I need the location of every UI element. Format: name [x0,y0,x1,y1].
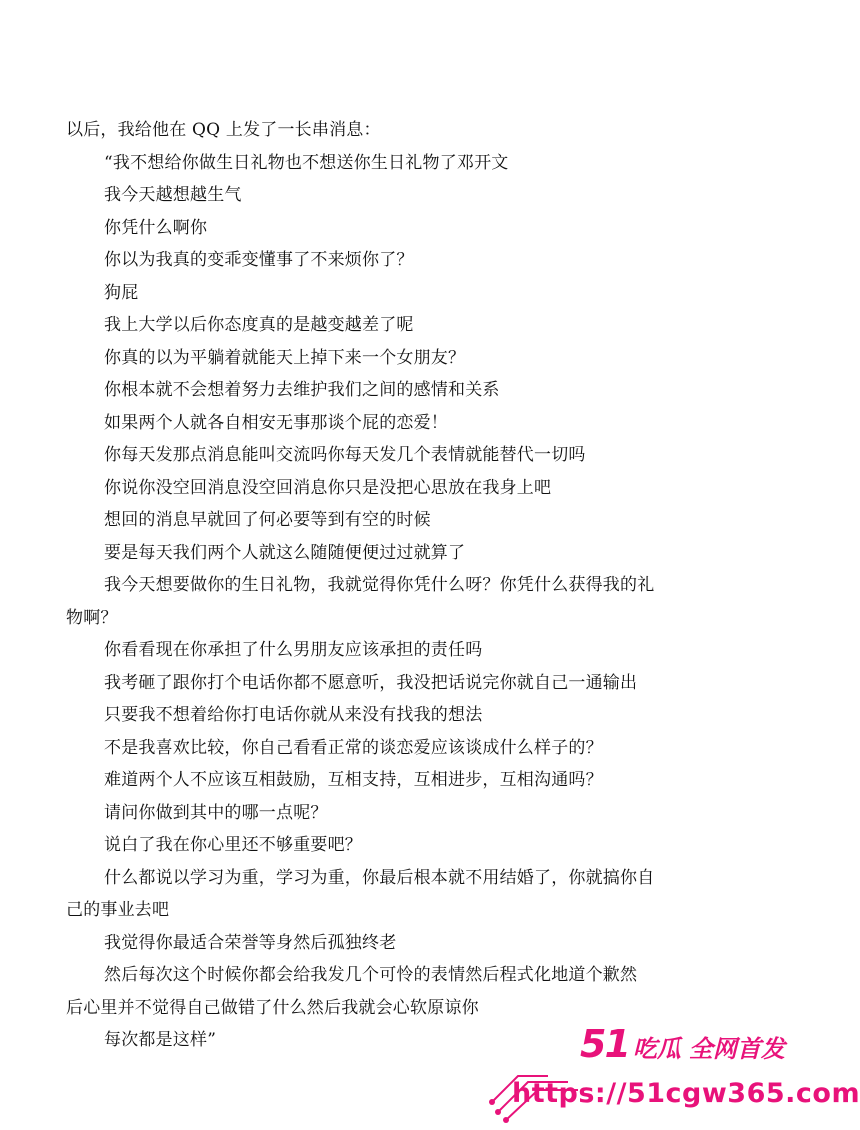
watermark-url: https://51cgw365.com [512,1078,860,1109]
message-line: 你凭什么啊你 [104,217,208,238]
message-line: 然后每次这个时候你都会给我发几个可怜的表情然后程式化地道个歉然 [104,965,638,985]
message-lines [66,147,706,1057]
watermark-logo [580,1022,785,1066]
message-line: 你每天发那点消息能叫交流吗你每天发几个表情就能替代一切吗 [104,445,586,465]
message-line: 我上大学以后你态度真的是越变越差了呢 [104,315,414,335]
message-line: 什么都说以学习为重，学习为重，你最后根本就不用结婚了，你就搞你自 [104,867,655,888]
message-text-block [66,114,706,1057]
watermark-logo-number: 51 [580,1022,629,1066]
message-line: 物啊？ [66,607,118,628]
watermark-logo-brand: 吃瓜 [632,1035,681,1063]
message-line: 后心里并不觉得自己做错了什么然后我就会心软原谅你 [66,997,479,1018]
message-line: 不是我喜欢比较，你自己看看正常的谈恋爱应该谈成什么样子的？ [104,737,603,758]
intro-line: 以后，我给他在 QQ 上发了一长串消息： [66,120,381,140]
message-line: 你根本就不会想着努力去维护我们之间的感情和关系 [104,380,500,400]
message-line: 难道两个人不应该互相鼓励，互相支持，互相进步，互相沟通吗？ [104,770,603,790]
message-line: 想回的消息早就回了何必要等到有空的时候 [104,510,431,530]
message-line: 你真的以为平躺着就能天上掉下来一个女朋友？ [104,347,466,368]
message-line: 你看看现在你承担了什么男朋友应该承担的责任吗 [104,640,483,660]
message-line: 请问你做到其中的哪一点呢？ [104,802,328,823]
message-line: 我觉得你最适合荣誉等身然后孤独终老 [104,932,397,953]
message-line: 我考砸了跟你打个电话你都不愿意听，我没把话说完你就自己一通输出 [104,672,638,693]
message-line: 你说你没空回消息没空回消息你只是没把心思放在我身上吧 [104,477,552,498]
message-line: 我今天越想越生气 [104,185,242,205]
message-line: 我今天想要做你的生日礼物，我就觉得你凭什么呀？你凭什么获得我的礼 [104,575,655,595]
message-line: 只要我不想着给你打电话你就从来没有找我的想法 [104,705,483,725]
message-line: 要是每天我们两个人就这么随随便便过过就算了 [104,542,466,563]
message-line: “我不想给你做生日礼物也不想送你生日礼物了邓开文 [104,152,509,173]
message-line: 每次都是这样” [104,1030,217,1050]
site-watermark [488,1012,860,1130]
watermark-slogan: 全网首发 [688,1035,785,1063]
message-line: 狗屁 [104,282,139,303]
message-line: 己的事业去吧 [66,900,170,920]
message-line: 你以为我真的变乖变懂事了不来烦你了？ [104,250,414,270]
message-line: 如果两个人就各自相安无事那谈个屁的恋爱！ [104,412,448,433]
message-line: 说白了我在你心里还不够重要吧？ [104,835,362,855]
